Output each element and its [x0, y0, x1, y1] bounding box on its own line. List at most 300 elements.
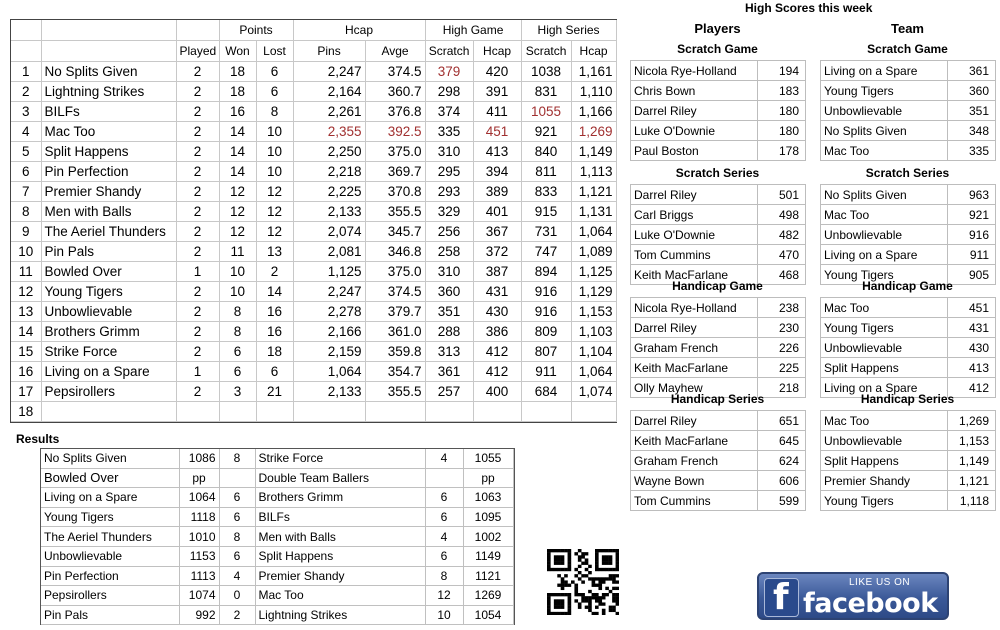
stat-cell: 14 [219, 142, 256, 162]
team-name-cell: Premier Shandy [41, 182, 176, 202]
stat-cell: 430 [473, 302, 521, 322]
stat-cell: 374 [425, 102, 473, 122]
team-name-cell: Pin Perfection [41, 162, 176, 182]
subheader-cell: Lost [256, 41, 293, 62]
stat-cell: 921 [521, 122, 571, 142]
team-section-title: Scratch Game [867, 42, 948, 56]
team-score-row [821, 318, 996, 338]
subheader-cell: Hcap [473, 41, 521, 62]
score-cell: 963 [948, 185, 996, 205]
team-name-cell: Living on a Spare [821, 378, 948, 398]
rank-cell: 14 [11, 322, 41, 342]
stat-cell: 387 [473, 262, 521, 282]
score-cell: 905 [948, 265, 996, 285]
score-cell: 451 [948, 298, 996, 318]
stat-cell: 1,110 [571, 82, 616, 102]
stat-cell [425, 402, 473, 422]
result-score-cell: 6 [425, 488, 463, 508]
team-score-row [821, 61, 996, 81]
high-game-header: High Game [425, 20, 521, 41]
score-cell: 226 [758, 338, 806, 358]
team-score-row [821, 298, 996, 318]
stat-cell: 411 [473, 102, 521, 122]
score-cell: 468 [758, 265, 806, 285]
stat-cell: 379.7 [365, 302, 425, 322]
stat-cell: 298 [425, 82, 473, 102]
stat-cell: 2,278 [293, 302, 365, 322]
score-cell: 430 [948, 338, 996, 358]
team-name-cell: Unbowlievable [821, 225, 948, 245]
result-score-cell: 1074 [179, 586, 219, 606]
stat-cell: 354.7 [365, 362, 425, 382]
result-score-cell: 1055 [463, 449, 513, 468]
result-row [41, 507, 513, 527]
stat-cell: 386 [473, 322, 521, 342]
score-cell: 599 [758, 491, 806, 511]
score-cell: 360 [948, 81, 996, 101]
stat-cell: 10 [256, 162, 293, 182]
stat-cell: 1 [176, 262, 219, 282]
score-cell: 1,121 [948, 471, 996, 491]
stat-cell: 412 [473, 342, 521, 362]
stat-cell: 1,089 [571, 242, 616, 262]
player-section-title: Scratch Series [675, 166, 760, 180]
players-title: Players [694, 21, 741, 36]
facebook-like-badge[interactable] [757, 572, 949, 620]
stat-cell: 310 [425, 142, 473, 162]
score-cell: 624 [758, 451, 806, 471]
stat-cell [219, 402, 256, 422]
stat-cell: 256 [425, 222, 473, 242]
stat-cell: 1,064 [571, 222, 616, 242]
stat-cell: 2 [176, 102, 219, 122]
player-score-row [631, 61, 806, 81]
stat-cell: 2,247 [293, 282, 365, 302]
rank-cell: 11 [11, 262, 41, 282]
stat-cell: 12 [256, 222, 293, 242]
team-name-cell: Young Tigers [821, 81, 948, 101]
results-table [41, 449, 514, 625]
result-row [41, 546, 513, 566]
stat-cell: 894 [521, 262, 571, 282]
result-score-cell: 1054 [463, 605, 513, 625]
result-team-cell: Pepsirollers [41, 586, 179, 606]
score-cell: 361 [948, 61, 996, 81]
score-cell: 180 [758, 101, 806, 121]
stat-cell: 1,161 [571, 62, 616, 82]
result-score-cell: 992 [179, 605, 219, 625]
subheader-cell: Scratch [425, 41, 473, 62]
team-name-cell: Lightning Strikes [41, 82, 176, 102]
standings-row [11, 222, 616, 242]
stat-cell: 1,166 [571, 102, 616, 122]
team-name-cell: The Aeriel Thunders [41, 222, 176, 242]
stat-cell: 2,081 [293, 242, 365, 262]
stat-cell: 329 [425, 202, 473, 222]
result-score-cell: 0 [219, 586, 255, 606]
team-score-row [821, 81, 996, 101]
stat-cell [571, 402, 616, 422]
score-cell: 412 [948, 378, 996, 398]
team-section-title: Scratch Series [865, 166, 950, 180]
team-name-cell: Mac Too [821, 205, 948, 225]
stat-cell: 12 [219, 182, 256, 202]
result-score-cell: 10 [425, 605, 463, 625]
stat-cell: 389 [473, 182, 521, 202]
stat-cell: 376.8 [365, 102, 425, 122]
player-name-cell: Carl Briggs [631, 205, 758, 225]
result-team-cell: Premier Shandy [255, 566, 425, 586]
team-score-row [821, 205, 996, 225]
score-cell: 335 [948, 141, 996, 161]
player-high-score-table [630, 410, 806, 511]
stat-cell: 8 [219, 302, 256, 322]
player-score-row [631, 431, 806, 451]
facebook-f-letter: f [773, 577, 789, 618]
player-score-row [631, 411, 806, 431]
qr-code [547, 549, 619, 615]
stat-cell: 2,225 [293, 182, 365, 202]
player-score-row [631, 245, 806, 265]
stat-cell [176, 402, 219, 422]
player-name-cell: Graham French [631, 451, 758, 471]
stat-cell: 16 [219, 102, 256, 122]
player-name-cell: Darrel Riley [631, 101, 758, 121]
stat-cell: 6 [219, 362, 256, 382]
standings-row [11, 82, 616, 102]
stat-cell: 391 [473, 82, 521, 102]
score-cell: 498 [758, 205, 806, 225]
stat-cell: 1,074 [571, 382, 616, 402]
result-team-cell: Strike Force [255, 449, 425, 468]
stat-cell: 3 [219, 382, 256, 402]
stat-cell: 355.5 [365, 382, 425, 402]
rank-cell: 2 [11, 82, 41, 102]
rank-cell: 15 [11, 342, 41, 362]
stat-cell: 747 [521, 242, 571, 262]
player-name-cell: Paul Boston [631, 141, 758, 161]
stat-cell: 2 [176, 122, 219, 142]
rank-cell: 5 [11, 142, 41, 162]
stat-cell: 374.5 [365, 62, 425, 82]
stat-cell: 8 [256, 102, 293, 122]
result-score-cell: 4 [425, 527, 463, 547]
stat-cell: 394 [473, 162, 521, 182]
result-score-cell: 1064 [179, 488, 219, 508]
player-name-cell: Olly Mayhew [631, 378, 758, 398]
result-score-cell: 6 [219, 546, 255, 566]
league-table [11, 20, 617, 422]
team-score-row [821, 101, 996, 121]
stat-cell: 14 [256, 282, 293, 302]
player-name-cell: Tom Cummins [631, 491, 758, 511]
stat-cell: 10 [256, 142, 293, 162]
stat-cell: 2,133 [293, 382, 365, 402]
team-score-row [821, 491, 996, 511]
result-row [41, 566, 513, 586]
team-name-cell: Split Happens [821, 451, 948, 471]
stat-cell: 359.8 [365, 342, 425, 362]
stat-cell: 2 [176, 382, 219, 402]
standings-row [11, 262, 616, 282]
result-score-cell: 1269 [463, 586, 513, 606]
result-team-cell: Young Tigers [41, 507, 179, 527]
player-name-cell: Darrel Riley [631, 185, 758, 205]
player-score-row [631, 225, 806, 245]
team-score-row [821, 358, 996, 378]
score-cell: 606 [758, 471, 806, 491]
stat-cell: 295 [425, 162, 473, 182]
stat-cell: 375.0 [365, 262, 425, 282]
standings-row [11, 202, 616, 222]
player-name-cell: Keith MacFarlane [631, 358, 758, 378]
player-name-cell: Graham French [631, 338, 758, 358]
player-name-cell: Luke O'Downie [631, 121, 758, 141]
facebook-wordmark: facebook [803, 588, 938, 619]
team-name-cell: Mac Too [41, 122, 176, 142]
stat-cell: 2,261 [293, 102, 365, 122]
player-section-title: Handicap Series [670, 392, 765, 406]
result-score-cell: pp [463, 468, 513, 488]
score-cell: 1,153 [948, 431, 996, 451]
league-standings [10, 19, 617, 423]
player-score-row [631, 298, 806, 318]
player-name-cell: Darrel Riley [631, 318, 758, 338]
stat-cell: 10 [219, 262, 256, 282]
standings-row [11, 122, 616, 142]
team-name-cell: Split Happens [821, 358, 948, 378]
team-high-score-table [820, 297, 996, 398]
stat-cell: 257 [425, 382, 473, 402]
result-row [41, 527, 513, 547]
standings-row [11, 102, 616, 122]
rank-cell: 7 [11, 182, 41, 202]
result-score-cell: 1063 [463, 488, 513, 508]
stat-cell: 916 [521, 282, 571, 302]
player-name-cell: Tom Cummins [631, 245, 758, 265]
stat-cell: 18 [256, 342, 293, 362]
result-score-cell: pp [179, 468, 219, 488]
result-score-cell: 1095 [463, 507, 513, 527]
stat-cell: 413 [473, 142, 521, 162]
stat-cell: 361 [425, 362, 473, 382]
team-name-cell: Men with Balls [41, 202, 176, 222]
team-high-score-table [820, 60, 996, 161]
team-name-cell: Young Tigers [821, 318, 948, 338]
standings-row [11, 322, 616, 342]
result-score-cell: 1153 [179, 546, 219, 566]
player-high-score-table [630, 60, 806, 161]
stat-cell: 2 [176, 202, 219, 222]
stat-cell [293, 402, 365, 422]
rank-cell: 18 [11, 402, 41, 422]
stat-cell: 12 [219, 202, 256, 222]
stat-cell: 16 [256, 322, 293, 342]
stat-cell [256, 402, 293, 422]
standings-row [11, 342, 616, 362]
team-name-cell: No Splits Given [821, 185, 948, 205]
stat-cell [521, 402, 571, 422]
team-name-cell: Pepsirollers [41, 382, 176, 402]
result-team-cell: Pin Pals [41, 605, 179, 625]
score-cell: 351 [948, 101, 996, 121]
stat-cell: 1,103 [571, 322, 616, 342]
team-score-row [821, 141, 996, 161]
stat-cell: 351 [425, 302, 473, 322]
result-score-cell: 8 [219, 527, 255, 547]
facebook-icon [764, 578, 799, 617]
team-score-row [821, 431, 996, 451]
standings-row [11, 182, 616, 202]
result-score-cell [219, 468, 255, 488]
stat-cell: 2,074 [293, 222, 365, 242]
rank-cell: 6 [11, 162, 41, 182]
stat-cell: 431 [473, 282, 521, 302]
subheader-cell: Scratch [521, 41, 571, 62]
team-name-cell: No Splits Given [41, 62, 176, 82]
result-score-cell: 6 [219, 488, 255, 508]
score-cell: 194 [758, 61, 806, 81]
high-scores-title: High Scores this week [745, 1, 873, 15]
stat-cell: 420 [473, 62, 521, 82]
score-cell: 651 [758, 411, 806, 431]
stat-cell: 2 [176, 342, 219, 362]
stat-cell: 6 [256, 82, 293, 102]
result-score-cell: 4 [425, 449, 463, 468]
score-cell: 238 [758, 298, 806, 318]
rank-cell: 8 [11, 202, 41, 222]
stat-cell: 2 [176, 222, 219, 242]
player-name-cell: Chris Bown [631, 81, 758, 101]
team-name-cell: Split Happens [41, 142, 176, 162]
team-score-row [821, 411, 996, 431]
stat-cell: 2 [176, 162, 219, 182]
stat-cell: 1,064 [571, 362, 616, 382]
player-score-row [631, 318, 806, 338]
stat-cell: 374.5 [365, 282, 425, 302]
stat-cell: 6 [256, 362, 293, 382]
stat-cell: 355.5 [365, 202, 425, 222]
rank-cell: 10 [11, 242, 41, 262]
team-name-cell: Young Tigers [821, 265, 948, 285]
player-name-cell: Wayne Bown [631, 471, 758, 491]
team-name-cell: Young Tigers [41, 282, 176, 302]
score-cell: 1,118 [948, 491, 996, 511]
subheader-cell: Won [219, 41, 256, 62]
stat-cell: 346.8 [365, 242, 425, 262]
stat-cell: 370.8 [365, 182, 425, 202]
stat-cell: 1,125 [293, 262, 365, 282]
team-score-row [821, 338, 996, 358]
result-score-cell: 8 [425, 566, 463, 586]
stat-cell: 2 [176, 142, 219, 162]
stat-cell: 2 [176, 302, 219, 322]
result-score-cell: 6 [219, 507, 255, 527]
rank-cell: 12 [11, 282, 41, 302]
like-us-text: LIKE US ON [849, 577, 911, 588]
rank-cell: 9 [11, 222, 41, 242]
player-name-cell: Nicola Rye-Holland [631, 61, 758, 81]
hcap-header: Hcap [293, 20, 425, 41]
result-score-cell: 8 [219, 449, 255, 468]
result-team-cell: Mac Too [255, 586, 425, 606]
team-score-row [821, 121, 996, 141]
stat-cell: 10 [256, 122, 293, 142]
high-series-header: High Series [521, 20, 616, 41]
rank-cell: 16 [11, 362, 41, 382]
stat-cell: 1,113 [571, 162, 616, 182]
team-name-cell: Pin Pals [41, 242, 176, 262]
stat-cell: 11 [219, 242, 256, 262]
team-name-cell: BILFs [41, 102, 176, 122]
stat-cell: 1,064 [293, 362, 365, 382]
standings-row [11, 402, 616, 422]
result-team-cell: Men with Balls [255, 527, 425, 547]
rank-cell: 4 [11, 122, 41, 142]
score-cell: 482 [758, 225, 806, 245]
standings-row [11, 362, 616, 382]
score-cell: 921 [948, 205, 996, 225]
subheader-blank [11, 41, 41, 62]
team-name-cell: Unbowlievable [821, 101, 948, 121]
subheader-cell: Avge [365, 41, 425, 62]
team-name-cell: Living on a Spare [41, 362, 176, 382]
result-score-cell [425, 468, 463, 488]
points-header: Points [219, 20, 293, 41]
stat-cell: 310 [425, 262, 473, 282]
stat-cell: 2,247 [293, 62, 365, 82]
stat-cell: 2,133 [293, 202, 365, 222]
team-name-cell: Mac Too [821, 141, 948, 161]
score-cell: 916 [948, 225, 996, 245]
score-cell: 431 [948, 318, 996, 338]
stat-cell: 14 [219, 122, 256, 142]
stat-cell: 684 [521, 382, 571, 402]
team-high-score-table [820, 410, 996, 511]
result-score-cell: 1002 [463, 527, 513, 547]
stat-cell: 807 [521, 342, 571, 362]
subheader-cell: Hcap [571, 41, 616, 62]
player-name-cell: Keith MacFarlane [631, 265, 758, 285]
team-name-cell: No Splits Given [821, 121, 948, 141]
stat-cell: 375.0 [365, 142, 425, 162]
player-score-row [631, 338, 806, 358]
stat-cell: 2,355 [293, 122, 365, 142]
stat-cell: 6 [219, 342, 256, 362]
player-score-row [631, 81, 806, 101]
stat-cell: 1 [176, 362, 219, 382]
stat-cell: 412 [473, 362, 521, 382]
rank-cell: 1 [11, 62, 41, 82]
stat-cell: 2 [176, 82, 219, 102]
score-cell: 645 [758, 431, 806, 451]
column-subheader [11, 41, 616, 62]
team-name-cell: Living on a Spare [821, 245, 948, 265]
team-name-cell: Mac Too [821, 298, 948, 318]
rank-cell: 13 [11, 302, 41, 322]
player-score-row [631, 451, 806, 471]
score-cell: 218 [758, 378, 806, 398]
stat-cell: 2,164 [293, 82, 365, 102]
stat-cell: 2 [176, 282, 219, 302]
result-team-cell: Double Team Ballers [255, 468, 425, 488]
result-row [41, 605, 513, 625]
score-cell: 183 [758, 81, 806, 101]
stat-cell: 379 [425, 62, 473, 82]
stat-cell: 1038 [521, 62, 571, 82]
result-team-cell: Brothers Grimm [255, 488, 425, 508]
stat-cell: 1,153 [571, 302, 616, 322]
